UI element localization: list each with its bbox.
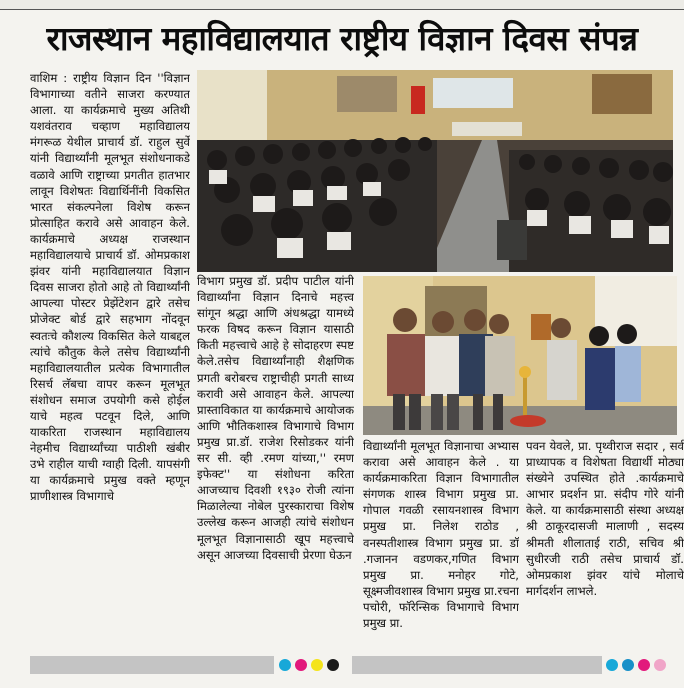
headline: राजस्थान महाविद्यालयात राष्ट्रीय विज्ञान दिवस संपन्न <box>46 19 638 58</box>
yellow-dot <box>311 659 323 671</box>
top-rule <box>0 0 684 10</box>
registration-marks-right <box>606 659 666 671</box>
cyan-dot <box>279 659 291 671</box>
black-dot <box>327 659 339 671</box>
article-column-2: विभाग प्रमुख डॉ. प्रदीप पाटील यांनी विद्यार्थ्यांना विज्ञान दिनाचे महत्त्व सांगून श्रद्धा आणि अंधश्रद्धा यामध्ये फरक विषद करून विज्ञान यासाठी किती महत्त्वाचे आहे हे सोदाहरण स्पष्ट केले.तसेच विद्यार्थ्यांनाही शैक्षणिक प्रगती बरोबरच राष्ट्राचीही प्रगती साध्य करावी असे आवाहन केले. आपल्या प्रास्ताविकात या कार्यक्रमाचे आयोजक आणि भौतिकशास्त्र विभागाचे विभाग प्रमुख प्रा.डॉ. राजेश रिसोडकर यांनी सर सी. व्ही .रमण यांच्या,'' रमण इफेक्ट'' या संशोधना करिता आजच्याच दिवशी १९३० रोजी त्यांना मिळालेल्या नोबेल पुरस्काराचा विशेष उल्लेख करून आजही त्यांचे संशोधन मूलभूत विज्ञानासाठी खूप महत्त्वाचे असून आजच्या दिवसाची प्रेरणा घेऊन <box>197 274 354 562</box>
footer-bar-right <box>352 656 602 674</box>
pink-dot <box>654 659 666 671</box>
magenta-dot <box>295 659 307 671</box>
cyan-dot <box>622 659 634 671</box>
footer-bar-left <box>30 656 274 674</box>
article-column-3: विद्यार्थ्यांनी मूलभूत विज्ञानाचा अभ्यास करावा असे आवाहन केले . या कार्यक्रमाकरिता विज्ञान विभागातील संगणक शास्त्र विभाग प्रमुख प्रा. गोपाल गवळी रसायनशास्त्र विभाग प्रमुख प्रा. निलेश राठोड , वनस्पतीशास्त्र विभाग प्रमुख प्रा. डॉ .गजानन वडणकर,गणित विभाग प्रमुख प्रा. मनोहर गोटे, सूक्ष्मजीवशास्त्र विभाग प्रमुख प्रा.रचना पचोरी, फॉरेन्सिक विभागाचे विभाग प्रमुख प्रा. <box>363 439 519 631</box>
cyan-dot <box>606 659 618 671</box>
article-column-4: पवन येवले, प्रा. पृथ्वीराज सदार , सर्व प्राध्यापक व विशेषता विद्यार्थी मोठ्या संख्येने उपस्थित होते .कार्यक्रमाचे आभार प्रदर्शन प्रा. संदीप गोरे यांनी केले. या कार्यक्रमासाठी संस्था अध्यक्ष श्री ठाकूरदासजी मालाणी , सदस्य श्रीमती शीलाताई राठी, सचिव श्री सुधीरजी राठी तसेच प्राचार्य डॉ. ओमप्रकाश झंवर यांचे मोलाचे मार्गदर्शन लाभले. <box>526 439 684 598</box>
magenta-dot <box>638 659 650 671</box>
photo-auditorium-audience <box>197 70 673 272</box>
article-column-1: वाशिम : राष्ट्रीय विज्ञान दिन ''विज्ञान विभागाच्या वतीने साजरा करण्यात आला. या कार्यक्रमाचे मुख्य अतिथी यशवंतराव चव्हाण महाविद्यालय मंगरूळ येथील प्राचार्य डॉ. राहुल सुर्वे यांनी विद्यार्थ्यांनी मूलभूत संशोधनाकडे वळावे आणि राष्ट्राच्या प्रगतीत हातभार लावून विशेषतः विद्यार्थिनींनी विकसित भारत संकल्पनेला विशेष करून प्रोत्साहित करावे असे आवाहन केले. कार्यक्रमाचे अध्यक्ष राजस्थान महाविद्यालयाचे प्राचार्य डॉ. ओमप्रकाश झंवर यांनी महाविद्यालयात विज्ञान दिवस साजरा होतो आहे तो विद्यार्थ्यांनी आपल्या पोस्टर प्रेझेंटेशन द्वारे तसेच प्रोजेक्ट बोर्ड द्वारे सहभाग नोंदवून स्वतःचे कौशल्य विकसित केले याबद्दल त्यांचे कौतुक केले तसेच विद्यार्थ्यांनी महाविद्यालयातील प्रत्येक विभागातील रिसर्च लॅबचा वापर करून मूलभूत संशोधन समाज उपयोगी कसे होईल याचे महत्व पटवून दिले, आणि याकरिता राजस्थान महाविद्यालय नेहमीच विद्यार्थ्यांच्या पाठीशी खंबीर उभे राहील याची ग्वाही दिली. यापसंगी या कार्यक्रमाचे प्रमुख वक्ते म्हणून प्राणीशास्त्र विभागाचे <box>30 71 190 504</box>
registration-marks-left <box>279 659 339 671</box>
photo-guests-lamp-lighting <box>363 276 677 435</box>
